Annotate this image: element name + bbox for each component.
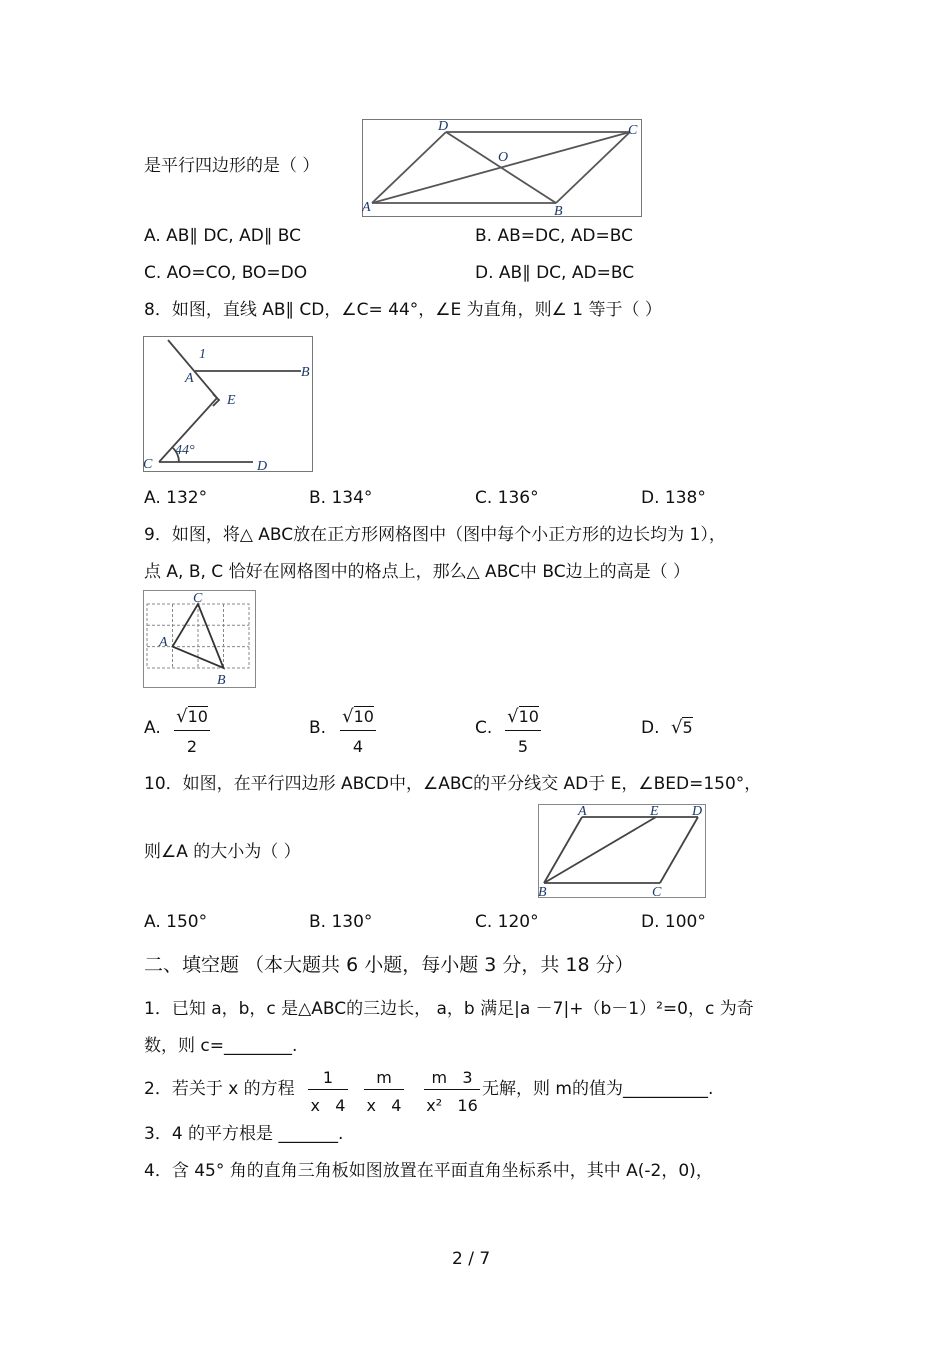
fill2-suffix: 无解，则 m的值为__________.: [482, 1079, 714, 1099]
q10-option-d: D. 100°: [641, 912, 706, 932]
q7-parallelogram-figure: [362, 119, 642, 217]
q7-option-c: C. AO=CO, BO=DO: [144, 263, 308, 283]
q9-line2: 点 A, B, C 恰好在网格图中的格点上，那么△ ABC中 BC边上的高是（ ）: [144, 562, 690, 582]
q9-label-B: B: [217, 673, 226, 688]
q7-option-a: A. AB∥ DC, AD∥ BC: [144, 226, 301, 246]
q9-grid-triangle-figure: [143, 590, 256, 688]
q8-parallel-lines-figure: [143, 336, 313, 472]
q10-option-a: A. 150°: [144, 912, 208, 932]
page-number: 2 / 7: [452, 1249, 491, 1269]
fill2-fraction-1: [308, 1068, 348, 1114]
q9-option-a-fraction: √10 2: [174, 706, 210, 754]
q9-line1: 9．如图，将△ ABC放在正方形网格图中（图中每个小正方形的边长均为 1），: [144, 525, 726, 545]
fill1-line1: 1．已知 a，b，c 是△ABC的三边长， a，b 满足|a －7|+（b－1）²=0，c 为奇: [144, 999, 754, 1019]
q9-option-d-label: D.: [641, 718, 660, 738]
q8-label-C: C: [143, 457, 153, 472]
q9-option-a-denominator: 2: [186, 737, 198, 756]
q9-option-b-radicand: 10: [353, 707, 374, 726]
q8-label-1: 1: [199, 347, 206, 362]
q7-label-C: C: [628, 123, 638, 138]
q10-option-c: C. 120°: [475, 912, 539, 932]
q9-option-b-label: B.: [309, 718, 327, 738]
q10-label-A: A: [578, 804, 587, 819]
q9-option-c-radicand: 10: [518, 707, 539, 726]
q8-label-B: B: [301, 365, 310, 380]
q9-option-c-label: C.: [475, 718, 493, 738]
q8-option-a: A. 132°: [144, 488, 208, 508]
q8-label-A: A: [185, 371, 194, 386]
q7-label-D: D: [438, 119, 449, 134]
q10-label-E: E: [650, 804, 659, 819]
q8-option-c: C. 136°: [475, 488, 539, 508]
q9-option-d-radicand: 5: [682, 718, 693, 737]
q10-line2: 则∠A 的大小为（ ）: [144, 842, 301, 862]
q10-label-B: B: [538, 885, 547, 898]
q9-label-A: A: [159, 635, 168, 650]
q9-label-C: C: [193, 591, 203, 606]
q7-option-b: B. AB=DC, AD=BC: [475, 226, 633, 246]
q8-option-d: D. 138°: [641, 488, 706, 508]
fill2-frac3-num: m 3: [431, 1068, 473, 1087]
q10-line1: 10．如图，在平行四边形 ABCD中，∠ABC的平分线交 AD于 E，∠BED=150°，: [144, 774, 762, 794]
fill2-fraction-3: [424, 1068, 480, 1114]
q10-option-b: B. 130°: [309, 912, 373, 932]
q8-label-E: E: [227, 393, 236, 408]
section2-title: 二、填空题 （本大题共 6 小题，每小题 3 分，共 18 分）: [144, 954, 634, 976]
fill1-line2: 数，则 c=________.: [144, 1036, 298, 1056]
q7-label-A: A: [362, 200, 371, 215]
q10-label-C: C: [652, 885, 662, 898]
q7-label-B: B: [554, 204, 563, 217]
fill2-frac3-den: x² 16: [426, 1096, 478, 1115]
q7-option-d: D. AB∥ DC, AD=BC: [475, 263, 635, 283]
fill2-frac1-num: 1: [322, 1068, 334, 1087]
q9-option-b-denominator: 4: [352, 737, 364, 756]
fill2-frac2-num: m: [376, 1068, 392, 1087]
fill2-fraction-2: [364, 1068, 404, 1114]
q9-option-c-fraction: √10 5: [505, 706, 541, 754]
q7-label-O: O: [498, 150, 509, 165]
q7-stem: 是平行四边形的是（ ）: [144, 156, 320, 176]
q8-label-D: D: [257, 459, 268, 472]
fill3: 3．4 的平方根是 _______.: [144, 1124, 344, 1144]
fill2-prefix: 2．若关于 x 的方程: [144, 1079, 295, 1099]
q9-option-a-label: A.: [144, 718, 161, 738]
q8-label-44deg: 44°: [175, 443, 195, 458]
fill2-frac2-den: x 4: [366, 1096, 402, 1115]
fill2-frac1-den: x 4: [310, 1096, 346, 1115]
q9-option-d-sqrt: √5: [671, 717, 693, 738]
q8-stem: 8．如图，直线 AB∥ CD，∠C= 44°，∠E 为直角，则∠ 1 等于（ ）: [144, 300, 662, 320]
q9-option-b-fraction: √10 4: [340, 706, 376, 754]
q9-option-c-denominator: 5: [517, 737, 529, 756]
q10-parallelogram-figure: [538, 804, 706, 898]
fill4: 4．含 45° 角的直角三角板如图放置在平面直角坐标系中，其中 A(-2，0)，: [144, 1161, 713, 1181]
q10-label-D: D: [692, 804, 703, 819]
q9-option-a-radicand: 10: [187, 707, 208, 726]
q8-option-b: B. 134°: [309, 488, 373, 508]
